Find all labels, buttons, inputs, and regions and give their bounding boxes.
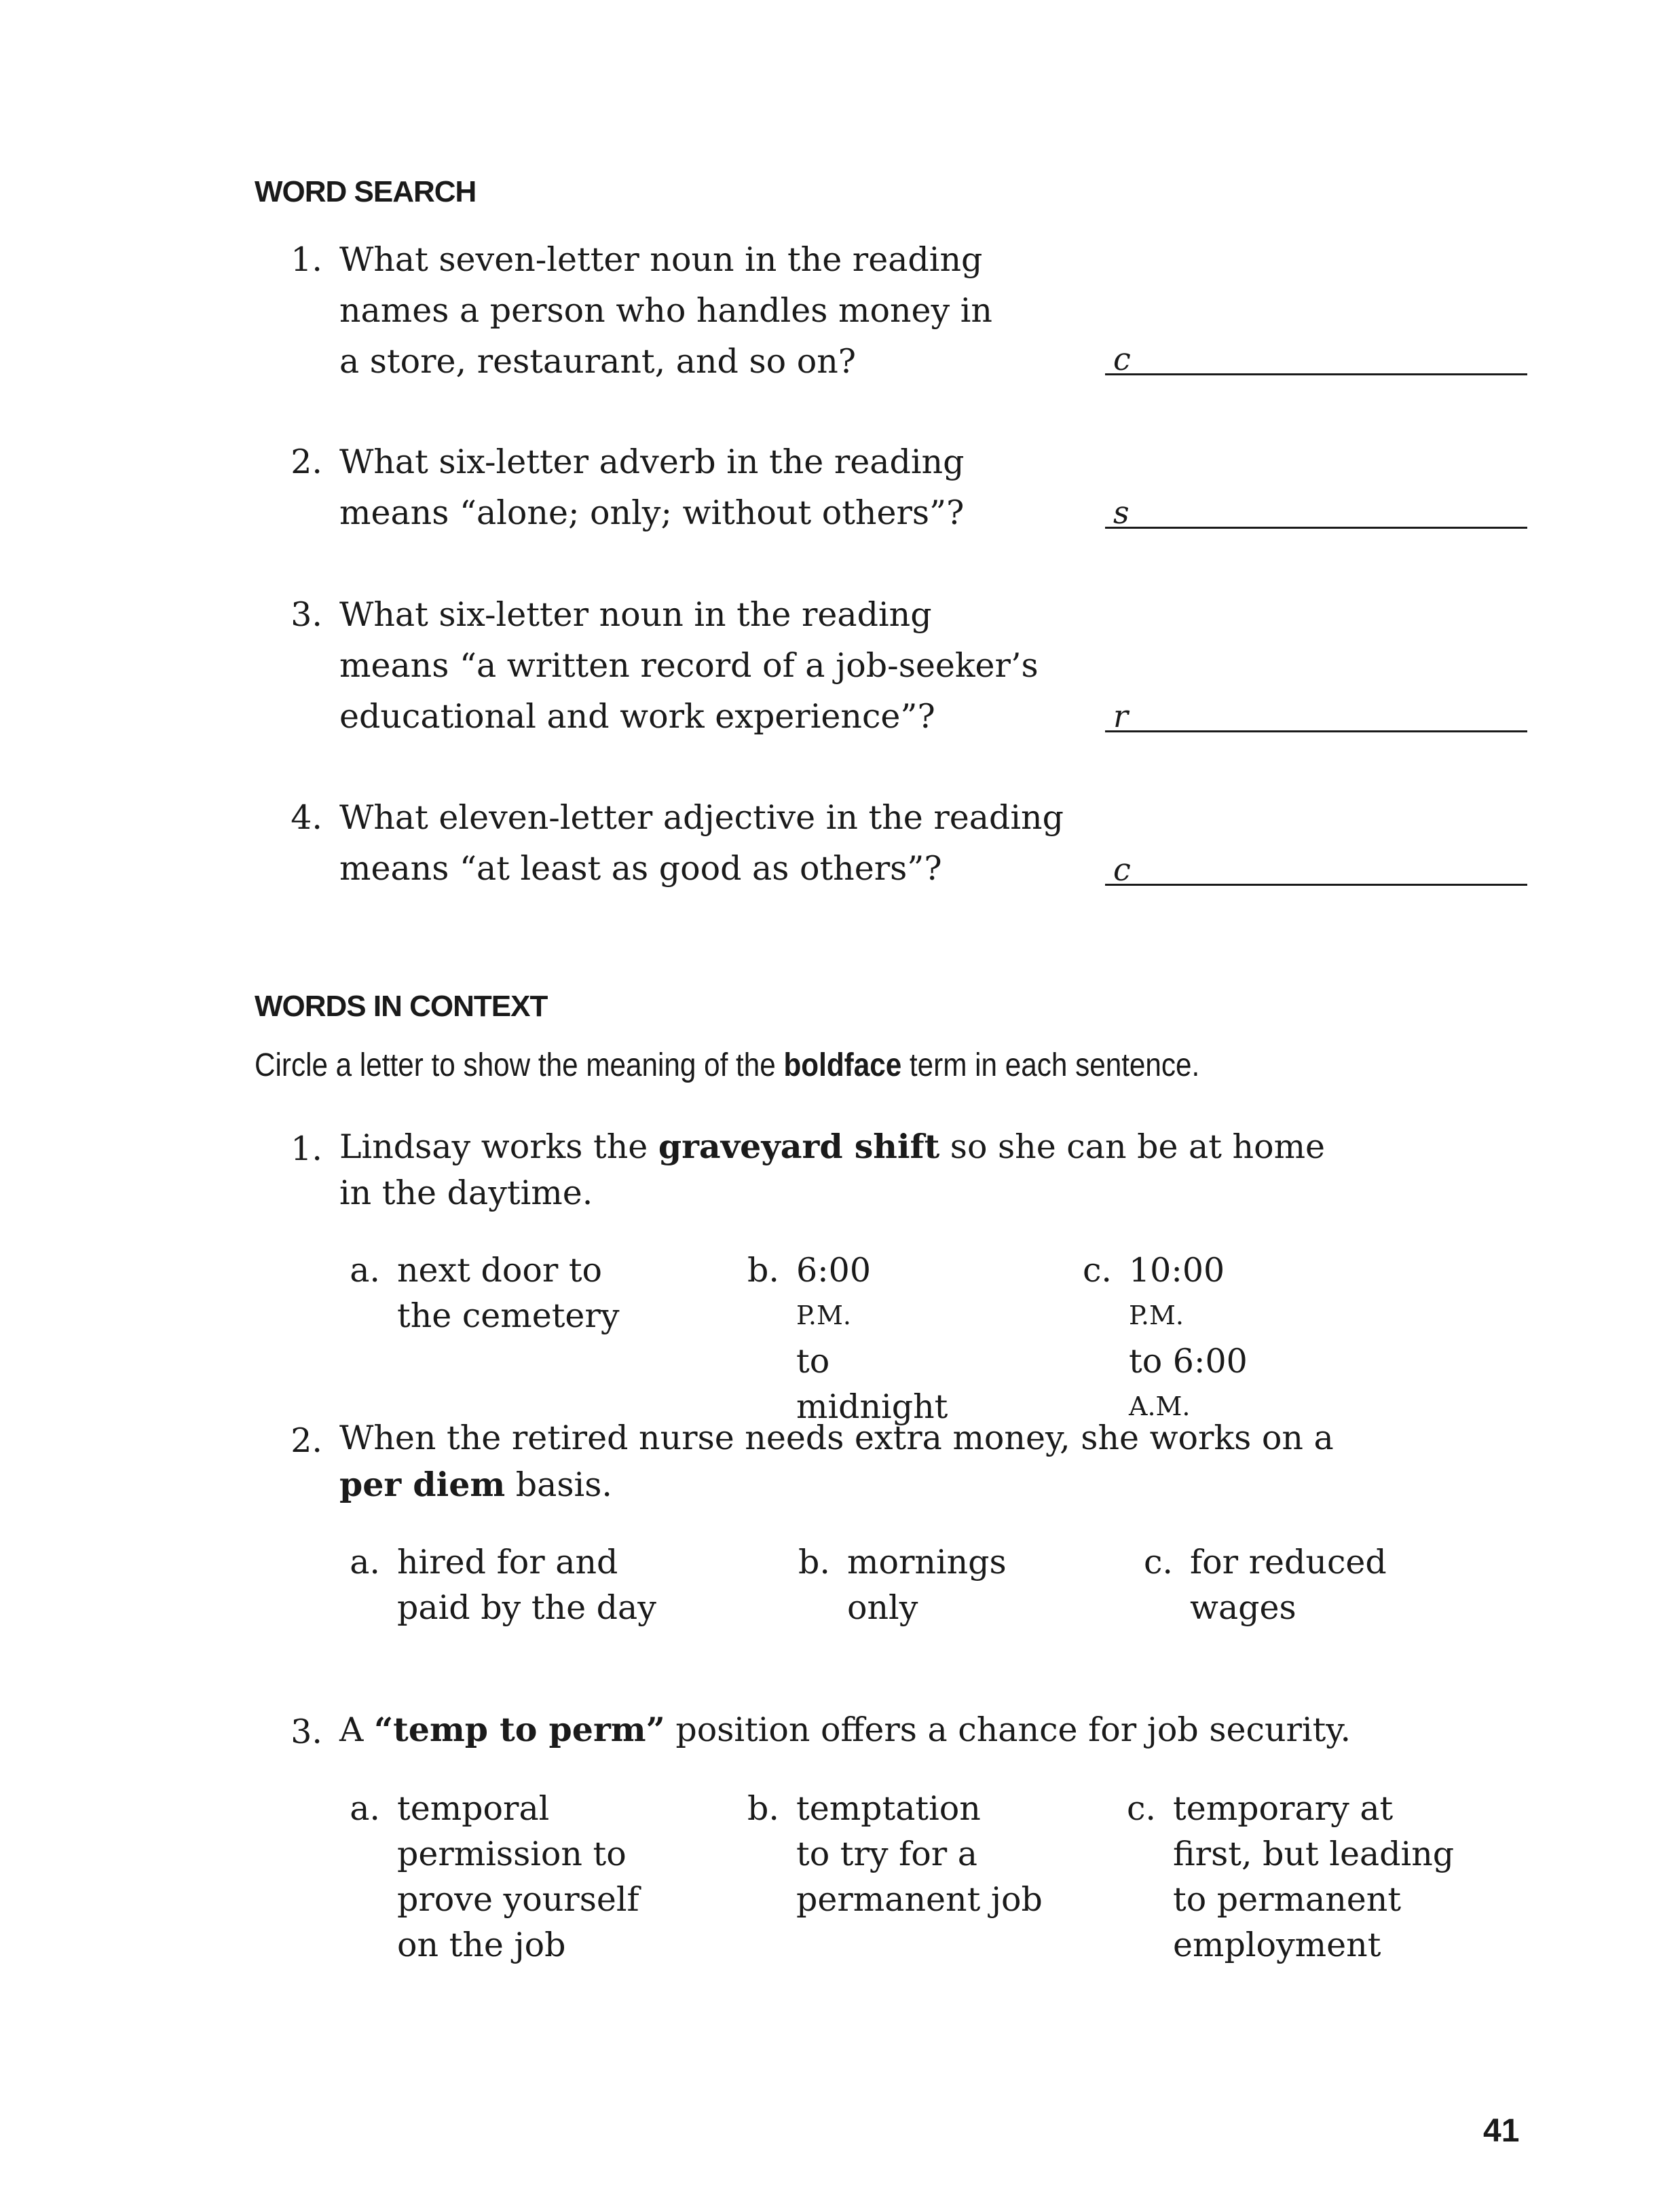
question-number: 4.	[291, 798, 322, 837]
question-number: 1.	[291, 240, 322, 279]
question-text	[339, 589, 1120, 742]
boldface-term: per diem	[339, 1465, 506, 1504]
question-sentence: A “temp to perm” position offers a chance for job security.	[339, 1710, 1351, 1749]
boldface-term: graveyard shift	[658, 1127, 940, 1166]
option-text: next door to the cemetery	[397, 1251, 620, 1335]
answer-hint-letter: r	[1113, 698, 1128, 734]
answer-hint-letter: c	[1113, 341, 1131, 377]
answer-hint-letter: c	[1113, 851, 1131, 888]
option-text: 10:00 P.M. to 6:00 A.M.	[1129, 1251, 1248, 1421]
page-number: 41	[1483, 2113, 1520, 2149]
option-letter: b.	[747, 1251, 779, 1290]
instructions-text: term in each sentence.	[901, 1047, 1200, 1083]
instructions	[255, 1047, 1199, 1084]
question-number: 3.	[291, 595, 322, 634]
option-text: 6:00 P.M. to midnight	[796, 1251, 948, 1426]
option-text: temporal permission to prove yourself on the job	[397, 1789, 639, 1964]
question-line: means “a written record of a job-seeker’s	[339, 646, 1039, 685]
question-line: What eleven-letter adjective in the reading	[339, 798, 1064, 837]
question-text	[339, 234, 1120, 387]
answer-line-2[interactable]	[1105, 527, 1527, 529]
question-line: means “alone; only; without others”?	[339, 493, 965, 532]
question-text	[339, 792, 1120, 894]
word-search-heading: WORD SEARCH	[255, 175, 477, 208]
question-line: What six-letter noun in the reading	[339, 595, 932, 634]
answer-line-1[interactable]	[1105, 373, 1527, 375]
option-letter: c.	[1143, 1543, 1173, 1582]
option-letter: c.	[1082, 1251, 1112, 1290]
answer-hint-letter: s	[1113, 494, 1130, 531]
option-letter: b.	[747, 1789, 779, 1828]
question-line: educational and work experience”?	[339, 697, 935, 736]
question-line: What six-letter adverb in the reading	[339, 443, 965, 481]
question-sentence: Lindsay works the graveyard shift so she can be at home in the daytime.	[339, 1127, 1326, 1212]
instructions-bold: boldface	[783, 1047, 902, 1083]
option-text: temporary at first, but leading to permanent employment	[1173, 1789, 1455, 1964]
question-text	[339, 436, 1120, 538]
boldface-term: “temp to perm”	[373, 1710, 665, 1749]
option-letter: b.	[798, 1543, 830, 1582]
question-number: 2.	[291, 443, 322, 481]
option-letter: c.	[1126, 1789, 1156, 1828]
option-letter: a.	[350, 1251, 380, 1290]
question-line: What seven-letter noun in the reading	[339, 240, 983, 279]
words-in-context-heading: WORDS IN CONTEXT	[255, 990, 548, 1023]
option-letter: a.	[350, 1543, 380, 1582]
option-text: temptation to try for a permanent job	[796, 1789, 1043, 1919]
question-number: 1.	[291, 1129, 322, 1168]
option-letter: a.	[350, 1789, 380, 1828]
question-number: 3.	[291, 1713, 322, 1751]
question-line: means “at least as good as others”?	[339, 849, 942, 888]
answer-line-4[interactable]	[1105, 884, 1527, 886]
instructions-text: Circle a letter to show the meaning of the	[255, 1047, 784, 1083]
option-text: hired for and paid by the day	[397, 1543, 656, 1627]
answer-line-3[interactable]	[1105, 730, 1527, 732]
question-line: a store, restaurant, and so on?	[339, 342, 857, 381]
option-text: for reduced wages	[1190, 1543, 1387, 1627]
question-sentence: When the retired nurse needs extra money, she works on a per diem basis.	[339, 1419, 1334, 1504]
question-line: names a person who handles money in	[339, 291, 992, 330]
question-number: 2.	[291, 1421, 322, 1460]
option-text: mornings only	[847, 1543, 1007, 1627]
